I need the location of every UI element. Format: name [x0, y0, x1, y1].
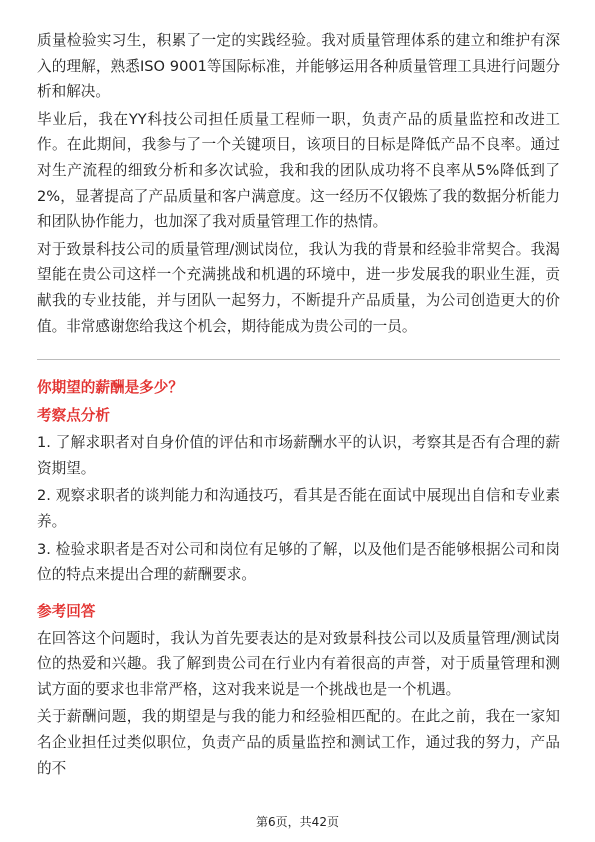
section-divider	[37, 359, 560, 360]
analysis-item: 3. 检验求职者是否对公司和岗位有足够的了解，以及他们是否能够根据公司和岗位的特点来提出合理的薪酬要求。	[37, 540, 560, 584]
answer-paragraph: 在回答这个问题时，我认为首先要表达的是对致景科技公司以及质量管理/测试岗位的热爱和兴趣。我了解到贵公司在行业内有着很高的声誉，对于质量管理和测试方面的要求也非常严格，这对我来说是一个挑战也是一个机遇。	[37, 629, 560, 698]
analysis-item: 1. 了解求职者对自身价值的评估和市场薪酬水平的认识，考察其是否有合理的薪资期望。	[37, 434, 560, 477]
page-number: 第6页，共42页	[256, 815, 339, 829]
document-body	[37, 28, 560, 781]
question-heading: 你期望的薪酬是多少？	[37, 379, 183, 397]
answer-paragraph: 关于薪酬问题，我的期望是与我的能力和经验相匹配的。在此之前，我在一家知名企业担任过类似职位，负责产品的质量监控和测试工作，通过我的努力，产品的不	[37, 708, 560, 777]
intro-paragraph: 对于致景科技公司的质量管理/测试岗位，我认为我的背景和经验非常契合。我渴望能在贵公司这样一个充满挑战和机遇的环境中，进一步发展我的职业生涯，贡献我的专业技能，并与团队一起努力，不断提升产品质量，为公司创造更大的价值。非常感谢您给我这个机会，期待能成为贵公司的一员。	[37, 240, 560, 335]
answer-label: 参考回答	[37, 602, 96, 620]
intro-paragraph: 质量检验实习生，积累了一定的实践经验。我对质量管理体系的建立和维护有深入的理解，熟悉ISO 9001等国际标准，并能够运用各种质量管理工具进行问题分析和解决。	[37, 32, 560, 101]
analysis-label: 考察点分析	[37, 407, 110, 425]
analysis-item: 2. 观察求职者的谈判能力和沟通技巧，看其是否能在面试中展现出自信和专业素养。	[37, 487, 560, 530]
intro-paragraph: 毕业后，我在YY科技公司担任质量工程师一职，负责产品的质量监控和改进工作。在此期间，我参与了一个关键项目，该项目的目标是降低产品不良率。通过对生产流程的细致分析和多次试验，我和我的团队成功将不良率从5%降低到了2%，显著提高了产品质量和客户满意度。这一经历不仅锻炼了我的数据分析能力和团队协作能力，也加深了我对质量管理工作的热情。	[37, 110, 560, 231]
